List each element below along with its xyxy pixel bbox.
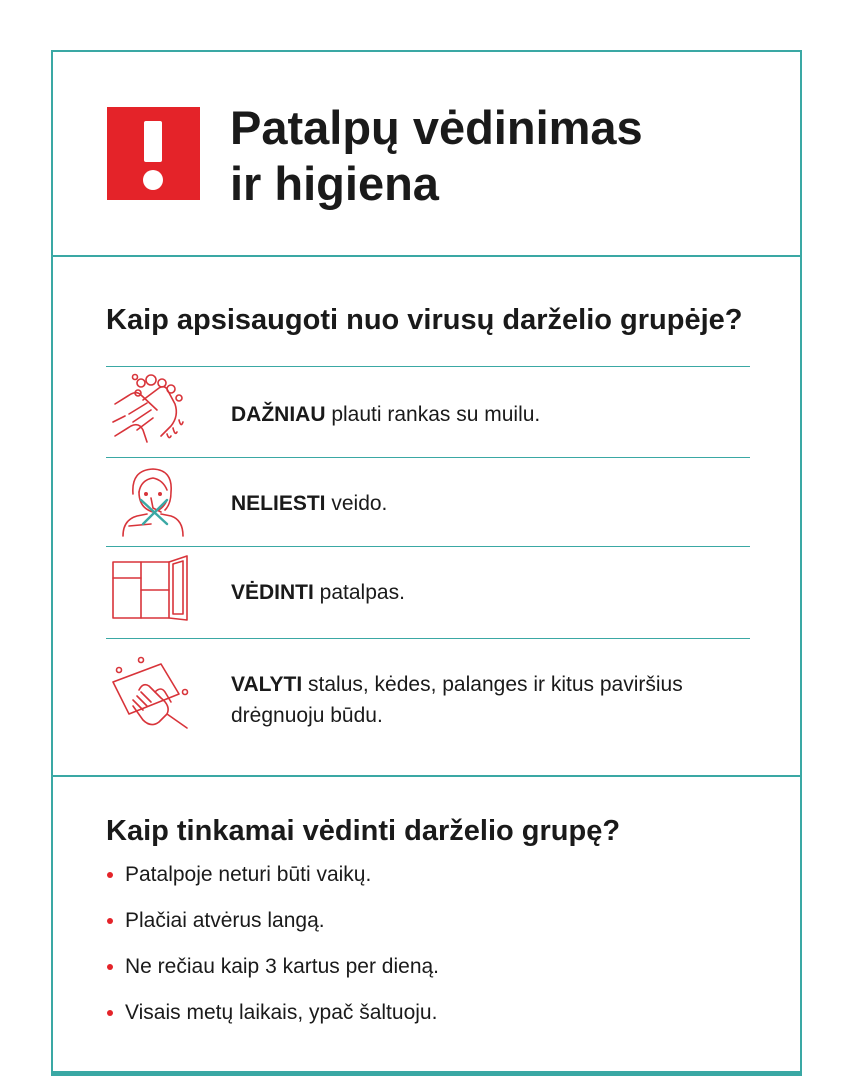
page-title	[230, 100, 643, 212]
list-item	[106, 990, 439, 1036]
no-face-touching-icon	[111, 464, 191, 536]
row-rule	[106, 366, 750, 367]
row-rule	[106, 457, 750, 458]
section1-heading: Kaip apsisaugoti nuo virusų darželio grupėje?	[106, 304, 743, 336]
section2-heading: Kaip tinkamai vėdinti darželio grupę?	[106, 815, 621, 847]
list-item	[106, 944, 439, 990]
title-line-1: Patalpų vėdinimas	[230, 101, 643, 154]
section-divider	[53, 775, 800, 777]
list-item-text: Plačiai atvėrus langą.	[125, 909, 325, 932]
tip-rest: patalpas.	[313, 581, 405, 604]
tip-no-face-touching	[231, 488, 741, 519]
ventilation-bullet-list	[106, 852, 439, 1036]
list-item-text: Patalpoje neturi būti vaikų.	[125, 863, 372, 886]
bullet-dot	[107, 964, 113, 970]
poster-frame	[51, 50, 802, 1076]
tip-rest: veido.	[325, 492, 388, 515]
list-item	[106, 898, 439, 944]
tip-bold: VALYTI	[231, 673, 303, 696]
tip-ventilate	[231, 577, 741, 608]
bullet-dot	[107, 918, 113, 924]
exclamation-alert-icon	[107, 107, 200, 200]
hand-washing-icon	[111, 374, 191, 446]
title-line-2: ir higiena	[230, 157, 439, 210]
tip-rest: plauti rankas su muilu.	[325, 403, 541, 426]
list-item-text: Ne rečiau kaip 3 kartus per dieną.	[125, 955, 440, 978]
tip-hand-washing	[231, 399, 741, 430]
bullet-dot	[107, 872, 113, 878]
tip-bold: DAŽNIAU	[231, 403, 326, 426]
tip-rest: stalus, kėdes, palanges ir kitus paviršius drėgnuoju būdu.	[231, 673, 683, 727]
tip-wipe-surfaces	[231, 669, 741, 731]
tip-bold: NELIESTI	[231, 492, 326, 515]
window-icon	[111, 554, 191, 626]
list-item	[106, 852, 439, 898]
row-rule	[106, 638, 750, 639]
section-divider	[53, 255, 800, 257]
bullet-dot	[107, 1010, 113, 1016]
row-rule	[106, 546, 750, 547]
tip-bold: VĖDINTI	[231, 581, 314, 604]
surface-wiping-icon	[111, 656, 191, 728]
list-item-text: Visais metų laikais, ypač šaltuoju.	[125, 1001, 438, 1024]
